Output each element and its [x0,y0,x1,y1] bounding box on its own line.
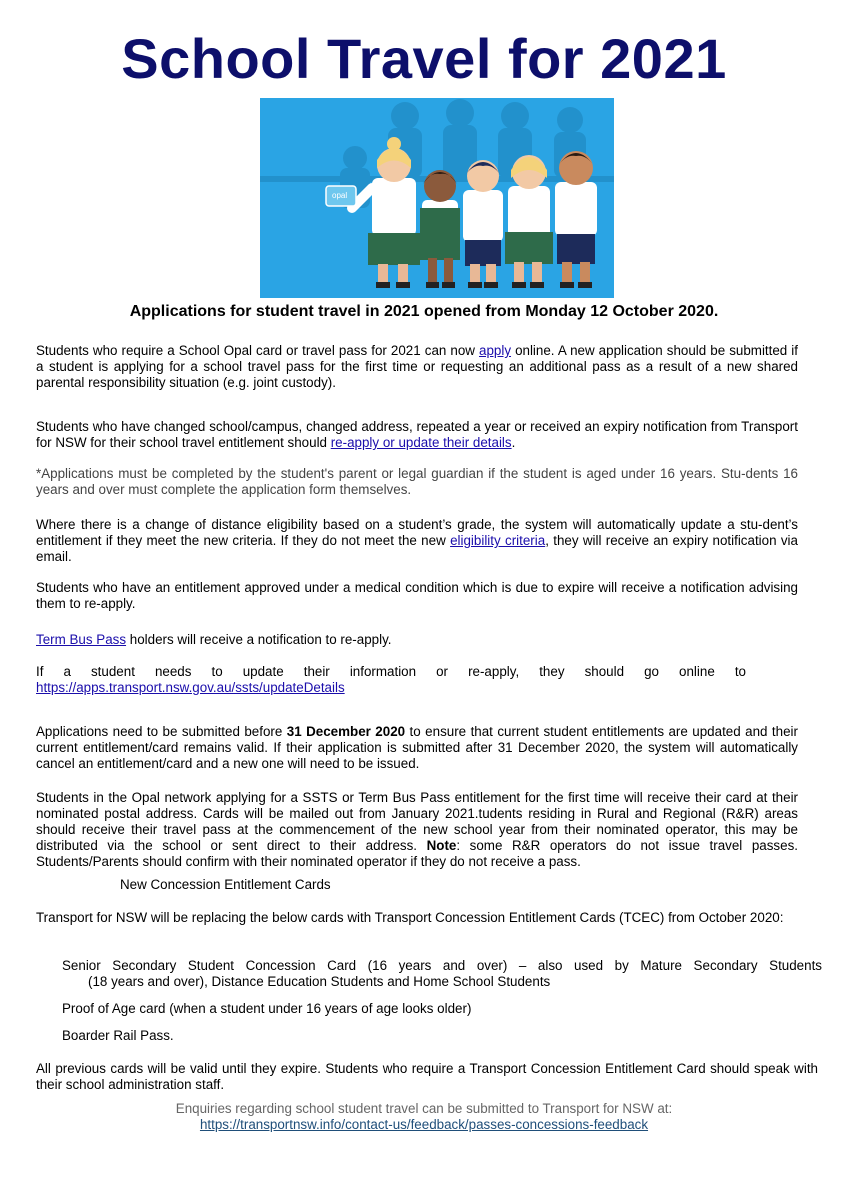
paragraph-update-online: If a student needs to update their information or re-apply, they should go online to https://apps.transport.nsw.gov.au/ssts/updateDetails [36,664,746,695]
section-heading: New Concession Entitlement Cards [120,877,331,892]
paragraph-term-bus-pass: Term Bus Pass holders will receive a notification to re-apply. [36,632,392,647]
paragraph-reapply: Students who have changed school/campus, changed address, repeated a year or received an expiry notification from Transport for NSW for their school travel entitlement should re-apply or update their details. [36,419,798,450]
paragraph-guardian-note: *Applications must be completed by the student's parent or legal guardian if the student is aged under 16 years. Stu-dents 16 years and over must complete the application form themselves. [36,466,798,497]
applications-heading: Applications for student travel in 2021 opened from Monday 12 October 2020. [129,303,719,320]
paragraph-apply: Students who require a School Opal card or travel pass for 2021 can now apply online. A new application should be submitted if a student is applying for a school travel pass for the first time or requesting an additional pass as a result of a new shared parental responsibility situation (e.g. joint custody). [36,343,798,390]
update-details-link[interactable]: https://apps.transport.nsw.gov.au/ssts/updateDetails [36,680,345,695]
hero-illustration [260,98,614,298]
opal-card-text: opal [332,191,348,200]
paragraph-distance-eligibility: Where there is a change of distance eligibility based on a student’s grade, the system will automatically update a stu-dent’s entitlement if they meet the new criteria. If they do not meet the new eligibility criteria, they will receive an expiry notification via email. [36,517,798,564]
eligibility-criteria-link[interactable]: eligibility criteria [450,533,546,548]
reapply-link[interactable]: re-apply or update their details [330,435,512,450]
paragraph-opal-network: Students in the Opal network applying for a SSTS or Term Bus Pass entitlement for the first time will receive their card at their nominated postal address. Cards will be mailed out from January 2021.tudents residing in Rural and Regional (R&R) areas should receive their travel pass at the commencement of the new school year from their nominated operator, this may be distributed via the school or sent direct to their address. Note: some R&R operators do not issue travel passes. Students/Parents should confirm with their nominated operator if they do not receive a pass. [36,790,798,869]
paragraph-previous-cards: All previous cards will be valid until they expire. Students who require a Transport Concession Entitlement Card should speak with their school administration staff. [36,1061,818,1092]
list-item-proof-of-age: Proof of Age card (when a student under 16 years of age looks older) [62,1001,472,1016]
feedback-link[interactable]: https://transportnsw.info/contact-us/feedback/passes-concessions-feedback [199,1117,649,1132]
footer-enquiries [0,1101,848,1133]
apply-link[interactable]: apply [479,343,512,358]
paragraph-deadline: Applications need to be submitted before 31 December 2020 to ensure that current student entitlements are updated and their current entitlement/card remains valid. If their application is submitted after 31 December 2020, the system will automatically cancel an entitlement/card and a new one will need to be issued. [36,724,798,771]
footer-text: Enquiries regarding school student travel can be submitted to Transport for NSW at: [175,1101,673,1116]
students-illustration [260,98,614,298]
list-item-senior-secondary-cont: (18 years and over), Distance Education Students and Home School Students [88,974,551,989]
list-item-senior-secondary: Senior Secondary Student Concession Card (16 years and over) – also used by Mature Secondary Students [62,958,822,973]
list-item-boarder-rail: Boarder Rail Pass. [62,1028,174,1043]
page-title: School Travel for 2021 [121,27,727,90]
paragraph-replacing-cards: Transport for NSW will be replacing the below cards with Transport Concession Entitlement Cards (TCEC) from October 2020: [36,910,784,925]
term-bus-pass-link[interactable]: Term Bus Pass [36,632,127,647]
paragraph-medical: Students who have an entitlement approved under a medical condition which is due to expire will receive a notification advising them to re-apply. [36,580,798,611]
